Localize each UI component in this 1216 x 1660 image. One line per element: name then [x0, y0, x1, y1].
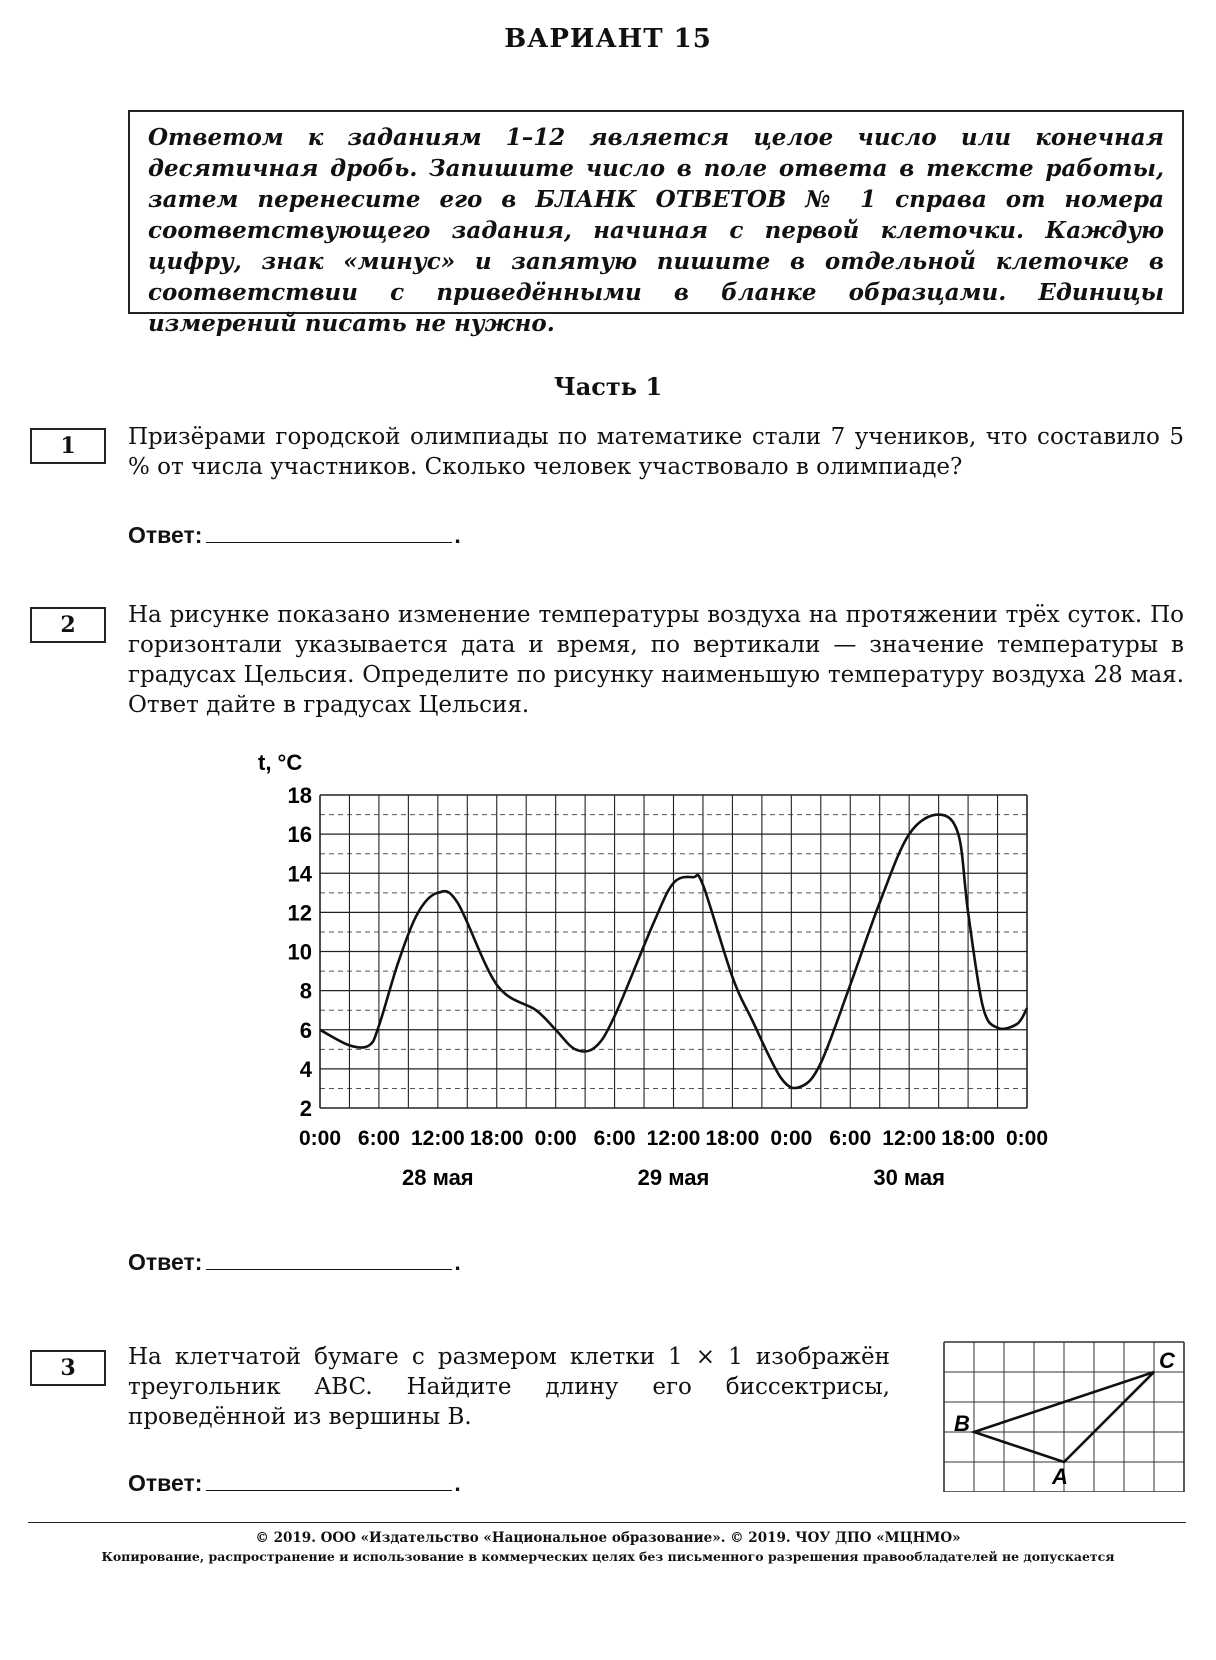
y-tick-label: 6 [299, 1017, 312, 1043]
task-2-text: На рисунке показано изменение температуры воздуха на протяжении трёх суток. По горизонтали указывается дата и время, по вертикали — значение температуры в градусах Цельсия. Определите по рисунку наименьшую температуру воздуха 28 мая. Ответ дайте в градусах Цельсия. [128, 602, 1184, 718]
y-tick-label: 4 [299, 1056, 312, 1082]
x-tick-label: 0:00 [298, 1127, 342, 1150]
x-tick-label: 12:00 [646, 1127, 701, 1150]
triangle-figure [940, 1340, 1186, 1492]
answer-field[interactable] [206, 1247, 452, 1270]
answer-label: Ответ: [128, 1249, 203, 1275]
answer-label: Ответ: [128, 522, 203, 548]
answer-label: Ответ: [128, 1470, 203, 1496]
y-tick-label: 14 [287, 861, 312, 887]
x-tick-label: 12:00 [410, 1127, 465, 1150]
answer-field[interactable] [206, 520, 452, 543]
part-title: Часть 1 [553, 372, 663, 401]
x-tick-label: 0:00 [1005, 1127, 1049, 1150]
y-tick-label: 18 [287, 783, 312, 808]
task-3-text: На клетчатой бумаге с размером клетки 1 × 1 изображён треугольник ABC. Найдите длину его биссектрисы, проведённой из вершины B. [128, 1344, 890, 1430]
x-tick-label: 6:00 [593, 1127, 636, 1150]
footer-notice: Копирование, распространение и использование в коммерческих целях без письменного разрешения правообладателей не допускается [101, 1549, 1115, 1564]
x-tick-label: 18:00 [941, 1127, 995, 1150]
task-number-1: 1 [30, 428, 106, 464]
task-3-answer: Ответ: . [128, 1470, 461, 1496]
y-axis-label: t, °C [258, 750, 303, 775]
x-tick-label: 6:00 [829, 1127, 872, 1150]
x-tick-label: 18:00 [705, 1127, 760, 1150]
instructions-box: Ответом к заданиям 1–12 является целое число или конечная десятичная дробь. Запишите число в поле ответа в тексте работы, затем перенесите его в БЛАНК ОТВЕТОВ № 1 справа от номера соответствующего задания, начиная с первой клеточки. Каждую цифру, знак «минус» и запятую пишите в отдельной клеточке в соответствии с приведёнными в бланке образцами. Единицы измерений писать не нужно. [128, 110, 1184, 314]
page-title: ВАРИАНТ 15 [504, 24, 712, 54]
x-tick-label: 0:00 [534, 1127, 577, 1150]
day-label: 30 мая [873, 1165, 945, 1190]
vertex-b-label: B [954, 1411, 970, 1436]
footer-divider [28, 1522, 1186, 1523]
y-tick-label: 12 [287, 900, 312, 926]
day-label: 29 мая [637, 1165, 710, 1190]
vertex-c-label: C [1159, 1348, 1175, 1373]
footer-copyright: © 2019. ООО «Издательство «Национальное образование». © 2019. ЧОУ ДПО «МЦНМО» [255, 1530, 961, 1546]
answer-field[interactable] [206, 1468, 452, 1491]
task-number-2: 2 [30, 607, 106, 643]
x-tick-label: 6:00 [357, 1127, 400, 1150]
y-tick-label: 2 [299, 1096, 312, 1121]
y-tick-label: 10 [287, 939, 312, 965]
x-tick-label: 12:00 [882, 1127, 937, 1150]
vertex-a-label: A [1052, 1464, 1068, 1489]
x-tick-label: 0:00 [770, 1127, 813, 1150]
task-1-answer: Ответ: . [128, 522, 461, 548]
task-1-text: Призёрами городской олимпиады по математике стали 7 учеников, что составило 5 % от числа участников. Сколько человек участвовало в олимпиаде? [128, 424, 1184, 480]
temperature-chart [0, 740, 1216, 1200]
x-tick-label: 18:00 [469, 1127, 524, 1150]
y-tick-label: 8 [299, 978, 312, 1004]
task-2-answer: Ответ: . [128, 1249, 461, 1275]
y-tick-label: 16 [287, 822, 312, 848]
day-label: 28 мая [402, 1165, 474, 1190]
task-number-3: 3 [30, 1350, 106, 1386]
